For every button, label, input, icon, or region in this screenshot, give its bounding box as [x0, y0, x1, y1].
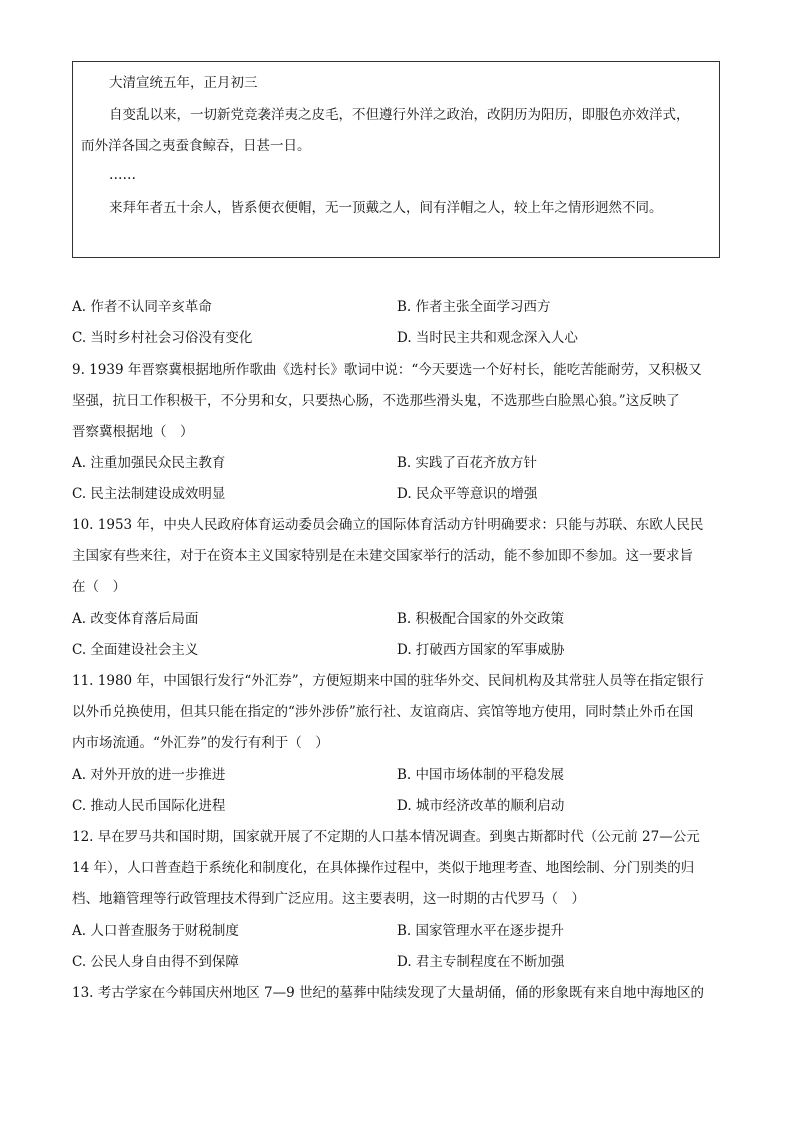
q8-option-c: C. 当时乡村社会习俗没有变化	[72, 330, 253, 346]
q12-stem-line-1: 12. 早在罗马共和国时期，国家就开展了不定期的人口基本情况调查。到奥古斯都时代（公元前 27—公元	[72, 829, 700, 845]
q11-option-b: B. 中国市场体制的平稳发展	[397, 767, 565, 783]
q9-stem-line-1: 9. 1939 年晋察冀根据地所作歌曲《选村长》歌词中说：“今天要选一个好村长，能吃苦能耐劳，又积极又	[72, 362, 702, 378]
q10-option-a: A. 改变体育落后局面	[72, 611, 199, 627]
q9-option-d: D. 民众平等意识的增强	[397, 486, 538, 502]
q12-stem-line-3: 档、地籍管理等行政管理技术得到广泛应用。这主要表明，这一时期的古代罗马（ ）	[72, 891, 585, 907]
quote-ellipsis: ……	[109, 167, 136, 183]
quote-box	[72, 61, 720, 258]
q8-option-b: B. 作者主张全面学习西方	[397, 299, 551, 315]
q10-option-b: B. 积极配合国家的外交政策	[397, 611, 565, 627]
q12-option-c: C. 公民人身自由得不到保障	[72, 954, 239, 970]
q9-stem-line-2: 坚强，抗日工作积极干，不分男和女，只要热心肠，不选那些滑头鬼，不选那些白脸黑心狼。”这反映了	[72, 393, 680, 409]
q11-option-a: A. 对外开放的进一步推进	[72, 767, 226, 783]
q11-option-d: D. 城市经济改革的顺利启动	[397, 798, 565, 814]
q12-option-a: A. 人口普查服务于财税制度	[72, 923, 239, 939]
q10-option-d: D. 打破西方国家的军事威胁	[397, 642, 565, 658]
q11-stem-line-2: 以外币兑换使用，但其只能在指定的“涉外涉侨”旅行社、友谊商店、宾馆等地方使用，同时禁止外币在国	[72, 704, 694, 720]
q9-option-a: A. 注重加强民众民主教育	[72, 455, 226, 471]
quote-paragraph-1-line-1: 自变乱以来，一切新党竞袭洋夷之皮毛，不但遵行外洋之政治，改阴历为阳历，即服色亦效洋式，	[109, 107, 690, 123]
q9-option-b: B. 实践了百花齐放方针	[397, 455, 538, 471]
q12-option-b: B. 国家管理水平在逐步提升	[397, 923, 565, 939]
q11-option-c: C. 推动人民币国际化进程	[72, 798, 226, 814]
q10-option-c: C. 全面建设社会主义	[72, 642, 199, 658]
q9-option-c: C. 民主法制建设成效明显	[72, 486, 226, 502]
q12-stem-line-2: 14 年），人口普查趋于系统化和制度化，在具体操作过程中，类似于地理考查、地图绘制、分门别类的归	[72, 860, 695, 876]
q11-stem-line-3: 内市场流通。“外汇券”的发行有利于（ ）	[72, 735, 329, 751]
q10-stem-line-1: 10. 1953 年，中央人民政府体育运动委员会确立的国际体育活动方针明确要求：只能与苏联、东欧人民民	[72, 517, 704, 533]
q9-stem-line-3: 晋察冀根据地（ ）	[72, 424, 194, 440]
q10-stem-line-2: 主国家有些来往，对于在资本主义国家特别是在未建交国家举行的活动，能不参加即不参加。这一要求旨	[72, 548, 693, 564]
q11-stem-line-1: 11. 1980 年，中国银行发行“外汇券”，方便短期来中国的驻华外交、民间机构及其常驻人员等在指定银行	[72, 673, 704, 689]
q10-stem-line-3: 在（ ）	[72, 579, 126, 595]
q12-option-d: D. 君主专制程度在不断加强	[397, 954, 565, 970]
quote-date: 大清宣统五年，正月初三	[109, 75, 258, 91]
quote-paragraph-1-line-2: 而外洋各国之夷蚕食鲸吞，日甚一日。	[81, 138, 311, 154]
q13-stem-line-1: 13. 考古学家在今韩国庆州地区 7—9 世纪的墓葬中陆续发现了大量胡俑，俑的形象既有来自地中海地区的	[72, 985, 705, 1001]
q8-option-d: D. 当时民主共和观念深入人心	[397, 330, 578, 346]
quote-paragraph-2: 来拜年者五十余人，皆系便衣便帽，无一顶戴之人，间有洋帽之人，较上年之情形迥然不同。	[109, 200, 663, 216]
q8-option-a: A. 作者不认同辛亥革命	[72, 299, 212, 315]
